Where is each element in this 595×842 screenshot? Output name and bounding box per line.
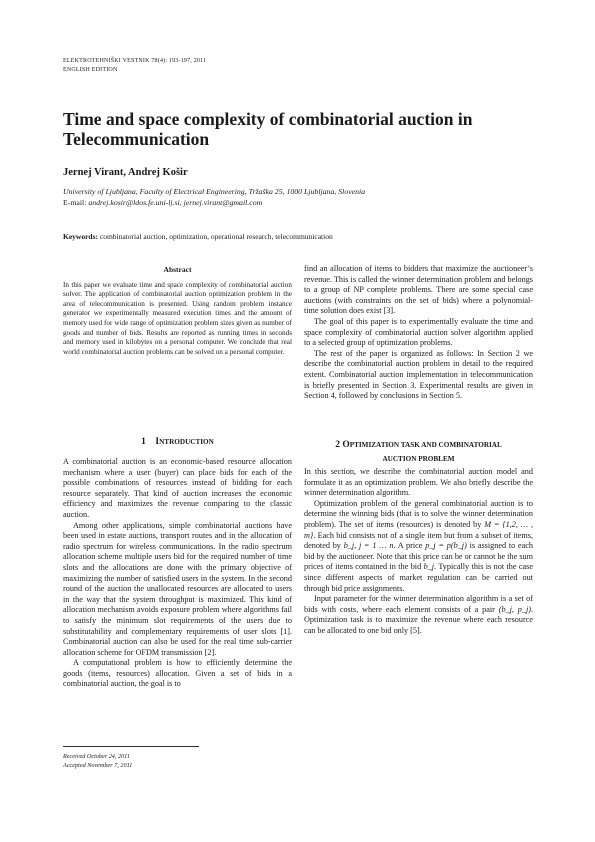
abstract-heading: Abstract [163,265,192,274]
bid-math: b_j [423,562,435,572]
accepted-date: Accepted November 7, 2011 [63,762,133,769]
email-label: E-mail: [63,198,87,207]
section2-paragraph [304,594,533,636]
section1-title-first: I [155,437,160,447]
section1-title-rest: NTRODUCTION [159,438,214,446]
section1-paragraph: A computational problem is how to efficiently determine the goods (items, resources) allocation. Given a set of bids in a combinatorial auction, the goal is to [63,658,292,689]
section2-number: 2 [335,440,340,450]
bid-index-math: b_j, j = 1 … n [343,541,394,551]
section1-paragraph: A combinatorial auction is an economic-based resource allocation mechanism where a user (buyer) can place bids for each of the possible combinations of resources instead of bidding for each resource separately. That kind of auction increases the economic efficiency and maximizes the revenue comparing to the classic auction. [63,457,292,519]
text-run: . Each bid consists not of a single item but from a subset of items, denoted by [304,530,533,551]
text-run: Input parameter for the winner determination algorithm is a set of bids with costs, where each element consists of a pair [304,594,533,614]
text-run: . Optimization task is to maximize the revenue where each resource can be allocated to one bid only [5]. [304,604,533,635]
section2-title-first: O [342,440,350,450]
section2-heading-line1 [304,438,533,452]
section1-number: 1 [141,437,146,447]
right-paragraph: The rest of the paper is organized as follows: In Section 2 we describe the combinatorial auction problem in detail to the required extent. Combinatorial auction implementation in telecommunication is briefly presented in Section 3. Experimental results are given in Section 4, followed by conclusions in Section 5. [304,348,533,401]
text-run: . A price [393,541,426,551]
section2-title-rest: PTIMIZATION TASK AND COMBINATORIAL [349,441,502,449]
paper-title: Time and space complexity of combinatorial auction in Telecommunication [63,109,473,149]
footnote-rule [63,746,199,747]
authors: Jernej Virant, Andrej Košir [63,167,188,178]
keywords-line [63,232,543,241]
journal-header [63,57,206,75]
section1-paragraph: Among other applications, simple combinatorial auctions have been used in estate auctions, transport routes and in the allocation of radio spectrum for wireless communications. In the radio spectrum allocation scheme multiple users bid for the required number of time slots and the allocations are done with the primary objective of maximizing the number of satisfied users in the system. In the second round of the auction the unallocated resources are allocated to users in the way that the system throughput is maximized. This kind of allocation mechanism avoids exposure problem where algorithms fail to satisfy the minimum slot requirements of the users due to substitutability and complementary requirements of user slots [1]. Combinatorial auction can also be used for the real time sub-carrier allocation scheme for OFDM transmission [2]. [63,520,292,657]
footnote [63,752,132,770]
right-paragraph: The goal of this paper is to experimentally evaluate the time and space complexity of combinatorial auction solver algorithm applied to a selected group of optimization problems. [304,316,533,348]
keywords-label: Keywords: [63,232,98,241]
text-run: is assigned to each bid by the auctioneer. Note that this price can be or cannot be the sum prices of items contained in the bid [304,541,533,572]
abstract-text: In this paper we evaluate time and space complexity of combinatorial auction solver. The application of combinatorial auction optimization problem in the area of telecommunication is presented. Using random problem instance generator we experimentally measured execution times and the amount of memory used for wide range of optimization problem sizes given as number of goods and number of bids. Results are reported as running times in seconds and memory used in kilobytes on a personal computer. We conclude that real world combinatorial auction problems can be solved on a personal computer. [63,280,292,356]
abstract [63,265,292,357]
received-date: Received October 24, 2011 [63,753,130,760]
edition-line: ENGLISH EDITION [63,67,118,73]
right-paragraph: find an allocation of items to bidders that maximize the auctioneer’s revenue. This is called the winner determination problem and belongs to a group of NP complete problems. There are some special case auctions (with constraints on the set of bids) where a polynomial-time solution does exist [3]. [304,264,533,316]
price-math: p_j = p(b_j) [425,541,467,551]
section1-heading [63,437,292,447]
section1-body [63,457,292,690]
items-set-math: M = {1,2, … , m} [304,519,533,540]
text-run: . Typically this is not the case since different aspects of market regulation can be carried out through bid price assignments. [304,562,533,593]
text-run: Optimization problem of the general combinatorial auction is to determine the winning bids (that is to solve the winner determination problem). The set of items (resources) is denoted by [304,498,533,529]
section2-heading-line2: AUCTION PROBLEM [382,455,455,463]
keywords: combinatorial auction, optimization, operational research, telecommunication [99,232,333,241]
affiliation-block [63,186,543,208]
pair-math: (b_j, p_j) [498,604,531,614]
section2-paragraph [304,499,533,594]
emails: andrej.kosir@ldos.fe.uni-lj.si, jernej.virant@gmail.com [88,198,263,207]
right-column-intro [304,264,533,402]
section2-body [304,467,533,637]
section2-heading [304,438,533,466]
affiliation: University of Ljubljana, Faculty of Electrical Engineering, Tržaška 25, 1000 Ljubljana, Slovenia [63,187,366,196]
email-line [63,197,543,208]
section2-paragraph: In this section, we describe the combinatorial auction model and formulate it as an optimization problem. We also briefly describe the winner determination algorithm. [304,467,533,498]
journal-line: ELEKTROTEHNIŠKI VESTNIK 78(4): 193-197, 2011 [63,58,207,64]
